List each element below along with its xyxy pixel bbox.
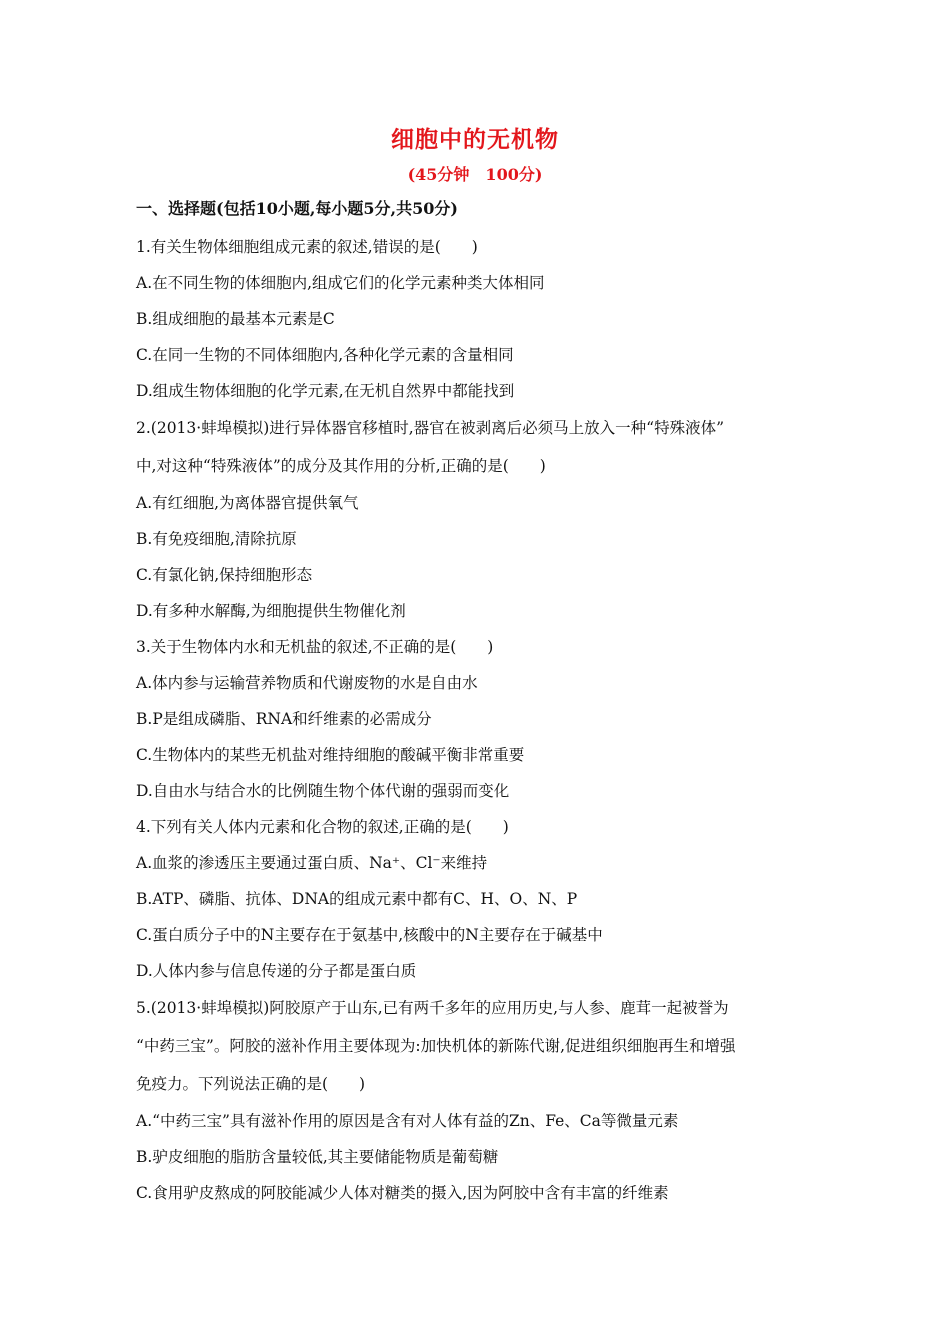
question-stem: 5.(2013·蚌埠模拟)阿胶原产于山东,已有两千多年的应用历史,与人参、鹿茸一起被誉为 xyxy=(136,999,729,1017)
question-stem-continued: 中,对这种“特殊液体”的成分及其作用的分析,正确的是( ) xyxy=(136,457,546,475)
question-stem-continued: “中药三宝”。阿胶的滋补作用主要体现为:加快机体的新陈代谢,促进组织细胞再生和增强 xyxy=(136,1037,736,1055)
option-a: A.“中药三宝”具有滋补作用的原因是含有对人体有益的Zn、Fe、Ca等微量元素 xyxy=(136,1112,679,1130)
option-b: B.ATP、磷脂、抗体、DNA的组成元素中都有C、H、O、N、P xyxy=(136,890,578,908)
option-a: A.有红细胞,为离体器官提供氧气 xyxy=(136,494,359,512)
question-stem: 1.有关生物体细胞组成元素的叙述,错误的是( ) xyxy=(136,238,478,256)
section-heading: 一、选择题(包括10小题,每小题5分,共50分) xyxy=(136,199,458,218)
option-b: B.P是组成磷脂、RNA和纤维素的必需成分 xyxy=(136,710,432,728)
option-d: D.组成生物体细胞的化学元素,在无机自然界中都能找到 xyxy=(136,382,515,400)
option-c: C.在同一生物的不同体细胞内,各种化学元素的含量相同 xyxy=(136,346,514,364)
option-b: B.组成细胞的最基本元素是C xyxy=(136,310,335,328)
option-d: D.有多种水解酶,为细胞提供生物催化剂 xyxy=(136,602,406,620)
question-stem-continued: 免疫力。下列说法正确的是( ) xyxy=(136,1075,366,1093)
question-list xyxy=(136,229,826,1211)
option-a: A.体内参与运输营养物质和代谢废物的水是自由水 xyxy=(136,674,478,692)
option-d: D.人体内参与信息传递的分子都是蛋白质 xyxy=(136,962,417,980)
option-c: C.食用驴皮熬成的阿胶能减少人体对糖类的摄入,因为阿胶中含有丰富的纤维素 xyxy=(136,1184,669,1202)
question-stem: 3.关于生物体内水和无机盐的叙述,不正确的是( ) xyxy=(136,638,494,656)
option-c: C.生物体内的某些无机盐对维持细胞的酸碱平衡非常重要 xyxy=(136,746,525,764)
question-stem: 2.(2013·蚌埠模拟)进行异体器官移植时,器官在被剥离后必须马上放入一种“特殊液体” xyxy=(136,419,725,437)
option-a: A.在不同生物的体细胞内,组成它们的化学元素种类大体相同 xyxy=(136,274,545,292)
page-title: 细胞中的无机物 xyxy=(391,126,559,153)
option-c: C.蛋白质分子中的N主要存在于氨基中,核酸中的N主要存在于碱基中 xyxy=(136,926,603,944)
question-stem: 4.下列有关人体内元素和化合物的叙述,正确的是( ) xyxy=(136,818,509,836)
option-d: D.自由水与结合水的比例随生物个体代谢的强弱而变化 xyxy=(136,782,510,800)
option-b: B.有免疫细胞,清除抗原 xyxy=(136,530,297,548)
exam-time-score: (45分钟 100分) xyxy=(407,165,543,184)
option-c: C.有氯化钠,保持细胞形态 xyxy=(136,566,313,584)
option-b: B.驴皮细胞的脂肪含量较低,其主要储能物质是葡萄糖 xyxy=(136,1148,499,1166)
option-a: A.血浆的渗透压主要通过蛋白质、Na⁺、Cl⁻来维持 xyxy=(136,854,488,872)
